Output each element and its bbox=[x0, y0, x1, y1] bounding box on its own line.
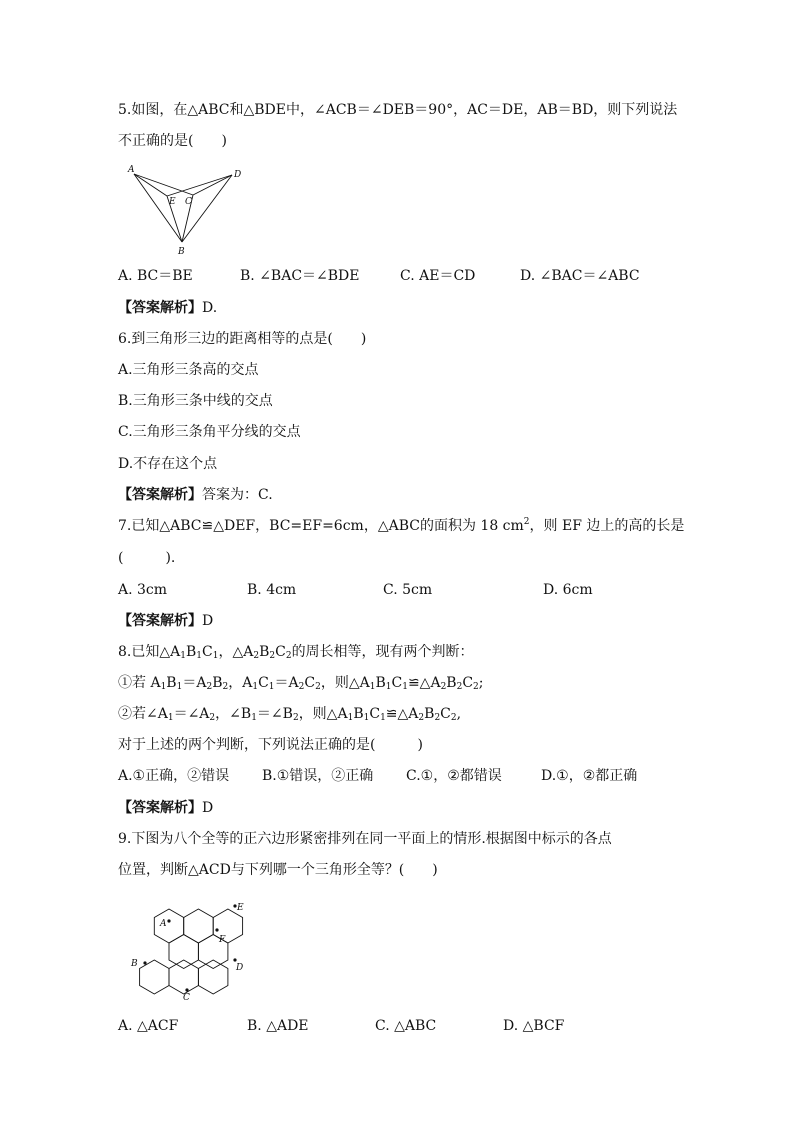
q9-label-a: A bbox=[160, 919, 167, 929]
q5-seg-ab bbox=[134, 174, 182, 242]
q6-answer bbox=[118, 485, 273, 505]
q8-judgement-1: ①若 $A_1B_1=A_2B_2$，$A_1C_1=A_2C_2$，则$\triangle A_1B_1C_1≌\triangle A_2B_2C_2$; bbox=[118, 675, 484, 692]
q7-stem-part1: 7.已知△ABC≌△DEF，BC=EF=6cm，△ABC的面积为 18 cm bbox=[118, 518, 524, 534]
q8-stem-post: 的周长相等，现有两个判断： bbox=[291, 644, 474, 660]
q9-point-b bbox=[143, 961, 146, 964]
q9-label-c: C bbox=[183, 993, 190, 1003]
q7-stem-line2: ( ). bbox=[118, 550, 176, 566]
q8-answer bbox=[118, 798, 213, 818]
q9-label-e: E bbox=[237, 903, 244, 913]
q7-option-d: D. 6cm bbox=[543, 582, 593, 598]
q8-stem-pre: 8.已知△A bbox=[118, 644, 181, 660]
q9-label-b: B bbox=[131, 959, 138, 969]
q8-question: 对于上述的两个判断，下列说法正确的是( ) bbox=[118, 737, 423, 753]
q6-option-b: B.三角形三条中线的交点 bbox=[118, 393, 273, 409]
q9-hexagon-4 bbox=[169, 935, 198, 969]
q9-option-a: A. △ACF bbox=[118, 1018, 179, 1034]
q6-option-d: D.不存在这个点 bbox=[118, 456, 218, 472]
q8-answer-label: 【答案解析】 bbox=[118, 800, 202, 816]
q8-judge1-mid: ，则△A bbox=[320, 675, 370, 691]
q5-seg-ac bbox=[134, 174, 193, 195]
q5-option-c: C. AE＝CD bbox=[400, 268, 476, 284]
q9-option-d: D. △BCF bbox=[503, 1018, 565, 1034]
q5-triangle-figure bbox=[118, 158, 258, 260]
q5-option-d: D. ∠BAC＝∠ABC bbox=[520, 268, 640, 284]
q9-label-f: F bbox=[219, 935, 226, 945]
q5-label-e: E bbox=[169, 197, 176, 207]
q9-point-c bbox=[185, 988, 188, 991]
q9-hexagon-6 bbox=[140, 960, 169, 994]
q9-point-a bbox=[167, 919, 170, 922]
q6-stem: 6.到三角形三边的距离相等的点是( ) bbox=[118, 331, 367, 347]
q7-answer bbox=[118, 611, 213, 631]
q6-answer-text: 答案为：C. bbox=[202, 487, 273, 503]
q8-option-a: A.①正确，②错误 bbox=[118, 768, 230, 784]
q7-option-c: C. 5cm bbox=[383, 582, 433, 598]
q9-hexagon-1 bbox=[154, 909, 183, 943]
q5-answer-label: 【答案解析】 bbox=[118, 300, 202, 316]
q7-option-b: B. 4cm bbox=[247, 582, 297, 598]
q7-answer-text: D bbox=[202, 613, 214, 629]
q8-option-c: C.①，②都错误 bbox=[406, 768, 502, 784]
q9-label-d: D bbox=[236, 963, 244, 973]
q5-option-a: A. BC＝BE bbox=[118, 268, 193, 284]
q9-hexagon-3 bbox=[213, 909, 242, 943]
q5-stem-line1: 5.如图，在△ABC和△BDE中，∠ACB＝∠DEB＝90°，AC＝DE，AB＝BD，则下列说法 bbox=[118, 102, 678, 118]
q5-label-c: C bbox=[185, 197, 192, 207]
q9-hexagon-2 bbox=[184, 909, 214, 943]
q9-hexagon-figure bbox=[118, 892, 268, 1004]
q9-stem-line2: 位置，判断△ACD与下列哪一个三角形全等？( ) bbox=[118, 862, 438, 878]
q7-option-a: A. 3cm bbox=[118, 582, 168, 598]
q7-answer-label: 【答案解析】 bbox=[118, 613, 202, 629]
q8-judge2-pre: ②若∠A bbox=[118, 706, 168, 722]
q5-option-b: B. ∠BAC＝∠BDE bbox=[240, 268, 360, 284]
q8-judge2-mid: ，则△A bbox=[298, 706, 348, 722]
q9-point-f bbox=[215, 928, 218, 931]
q5-seg-ed bbox=[167, 175, 232, 196]
q8-answer-text: D bbox=[202, 800, 214, 816]
q9-stem-line1: 9.下图为八个全等的正六边形紧密排列在同一平面上的情形.根据图中标示的各点 bbox=[118, 831, 612, 847]
q5-answer-text: D. bbox=[202, 300, 218, 316]
q8-judge1-pre: ①若 A bbox=[118, 675, 161, 691]
q7-stem-line1 bbox=[118, 516, 684, 536]
q9-hexagon-7 bbox=[169, 960, 198, 994]
q5-label-a: A bbox=[128, 165, 135, 175]
q7-stem-sup: 2 bbox=[523, 517, 530, 527]
q9-hexagon-8 bbox=[198, 960, 228, 994]
q8-option-b: B.①错误，②正确 bbox=[262, 768, 374, 784]
q8-option-d: D.①，②都正确 bbox=[541, 768, 638, 784]
q6-option-c: C.三角形三条角平分线的交点 bbox=[118, 424, 301, 440]
q8-stem-mid: ，△A bbox=[218, 644, 254, 660]
q8-judgement-2: ②若$\angle A_1=\angle A_2$，$\angle B_1=\angle B_2$，则$\triangle A_1B_1C_1≌\triangle A_2B_2C_2$, bbox=[118, 706, 462, 723]
q9-option-c: C. △ABC bbox=[375, 1018, 437, 1034]
q9-point-d bbox=[233, 958, 236, 961]
q5-stem-line2: 不正确的是( ) bbox=[118, 133, 227, 149]
q8-stem: 8.已知$\triangle A_1B_1C_1$，$\triangle A_2B_2C_2$的周长相等，现有两个判断： bbox=[118, 644, 474, 661]
q5-answer bbox=[118, 298, 217, 318]
q6-option-a: A.三角形三条高的交点 bbox=[118, 362, 259, 378]
q5-label-d: D bbox=[234, 170, 242, 180]
q5-seg-cd bbox=[193, 175, 232, 195]
q7-stem-part2: ，则 EF 边上的高的长是 bbox=[529, 518, 685, 534]
q5-seg-ae bbox=[134, 174, 167, 196]
q6-answer-label: 【答案解析】 bbox=[118, 487, 202, 503]
q5-label-b: B bbox=[178, 247, 185, 257]
q9-option-b: B. △ADE bbox=[247, 1018, 309, 1034]
